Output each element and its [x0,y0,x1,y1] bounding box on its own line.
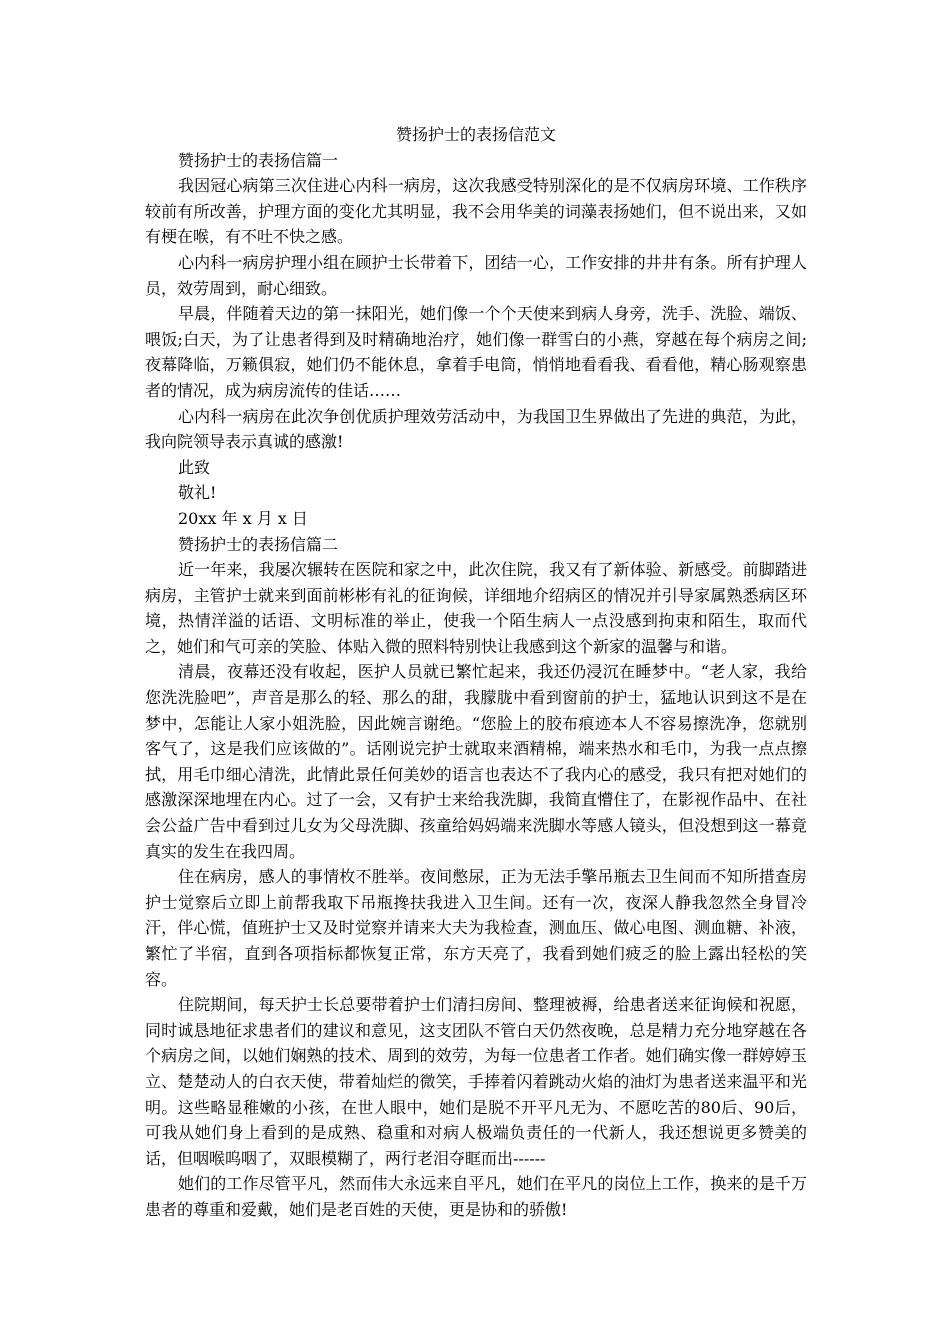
document-title: 赞扬护士的表扬信范文 [395,125,556,144]
letter1-date: 20xx 年 x 月 x 日 [178,508,308,528]
letter1-heading: 赞扬护士的表扬信篇一 [178,150,339,170]
letter2-paragraph: 近一年来，我屡次辗转在医院和家之中，此次住院，我又有了新体验、新感受。前脚踏进病房，主管护士就来到面前彬彬有礼的征询候，详细地介绍病区的情况并引导家属熟悉病区环境，热情洋溢的话语、文明标准的举止，使我一个陌生病人一点没感到拘束和陌生，取而代之，她们和气可亲的笑脸、体贴入微的照料特别快让我感到这个新家的温馨与和谐。 [145,560,807,656]
letter2-paragraph: 住在病房，感人的事情枚不胜举。夜间憋尿，正为无法手擎吊瓶去卫生间而不知所措查房护士觉察后立即上前帮我取下吊瓶搀扶我进入卫生间。还有一次，夜深人静我忽然全身冒冷汗，伴心慌，值班护士又及时觉察并请来大夫为我检查，测血压、做心电图、测血糖、补液，繁忙了半宿，直到各项指标都恢复正常，东方天亮了，我看到她们疲乏的脸上露出轻松的笑容。 [145,867,807,989]
letter1-salute: 敬礼! [178,483,217,503]
letter2-paragraph: 她们的工作尽管平凡，然而伟大永远来自平凡，她们在平凡的岗位上工作，换来的是千万患者的尊重和爱戴，她们是老百姓的天使，更是协和的骄傲! [145,1174,807,1219]
letter2-paragraph: 住院期间，每天护士长总要带着护士们清扫房间、整理被褥，给患者送来征询候和祝愿，同时诚恳地征求患者们的建议和意见，这支团队不管白天仍然夜晚，总是精力充分地穿越在各个病房之间，以她们娴熟的技术、周到的效劳，为每一位患者工作者。她们确实像一群婷婷玉立、楚楚动人的白衣天使，带着灿烂的微笑，手捧着闪着跳动火焰的油灯为患者送来温平和光明。这些略显稚嫩的小孩，在世人眼中，她们是脱不开平凡无为、不愿吃苦的80后、90后，可我从她们身上看到的是成熟、稳重和对病人极端负责任的一代新人，我还想说更多赞美的话，但咽喉呜咽了，双眼模糊了，两行老泪夺眶而出------ [145,995,807,1168]
letter1-paragraph: 早晨，伴随着天边的第一抹阳光，她们像一个个天使来到病人身旁，洗手、洗脸、端饭、喂饭;白天，为了让患者得到及时精确地治疗，她们像一群雪白的小燕，穿越在每个病房之间;夜幕降临，万籁俱寂，她们仍不能休息，拿着手电筒，悄悄地看看我、看看他，精心肠观察患者的情况，成为病房流传的佳话…… [145,304,807,400]
letter1-closing: 此致 [178,457,211,477]
letter1-paragraph: 心内科一病房护理小组在顾护士长带着下，团结一心，工作安排的井井有条。所有护理人员，效劳周到，耐心细致。 [145,252,807,298]
letter2-heading: 赞扬护士的表扬信篇二 [178,534,339,554]
letter1-paragraph: 我因冠心病第三次住进心内科一病房，这次我感受特别深化的是不仅病房环境、工作秩序较前有所改善，护理方面的变化尤其明显，我不会用华美的词藻表扬她们，但不说出来，又如有梗在喉，有不吐不快之感。 [145,176,807,247]
letter2-paragraph: 清晨，夜幕还没有收起，医护人员就已繁忙起来，我还仍浸沉在睡梦中。“老人家，我给您洗洗脸吧”，声音是那么的轻、那么的甜，我朦胧中看到窗前的护士，猛地认识到这不是在梦中，怎能让人家小姐洗脸，因此婉言谢绝。“您脸上的胶布痕迹本人不容易擦洗净，您就别客气了，这是我们应该做的”。话刚说完护士就取来酒精棉，端来热水和毛巾，为我一点点擦拭，用毛巾细心清洗，此情此景任何美妙的语言也表达不了我内心的感受，我只有把对她们的感激深深地埋在内心。过了一会，又有护士来给我洗脚，我简直懵住了，在影视作品中、在社会公益广告中看到过儿女为父母洗脚、孩童给妈妈端来洗脚水等感人镜头，但没想到这一幕竟真实的发生在我四周。 [145,662,807,861]
letter1-paragraph: 心内科一病房在此次争创优质护理效劳活动中，为我国卫生界做出了先进的典范，为此，我向院领导表示真诚的感激! [145,406,807,452]
document-body [145,122,807,1223]
